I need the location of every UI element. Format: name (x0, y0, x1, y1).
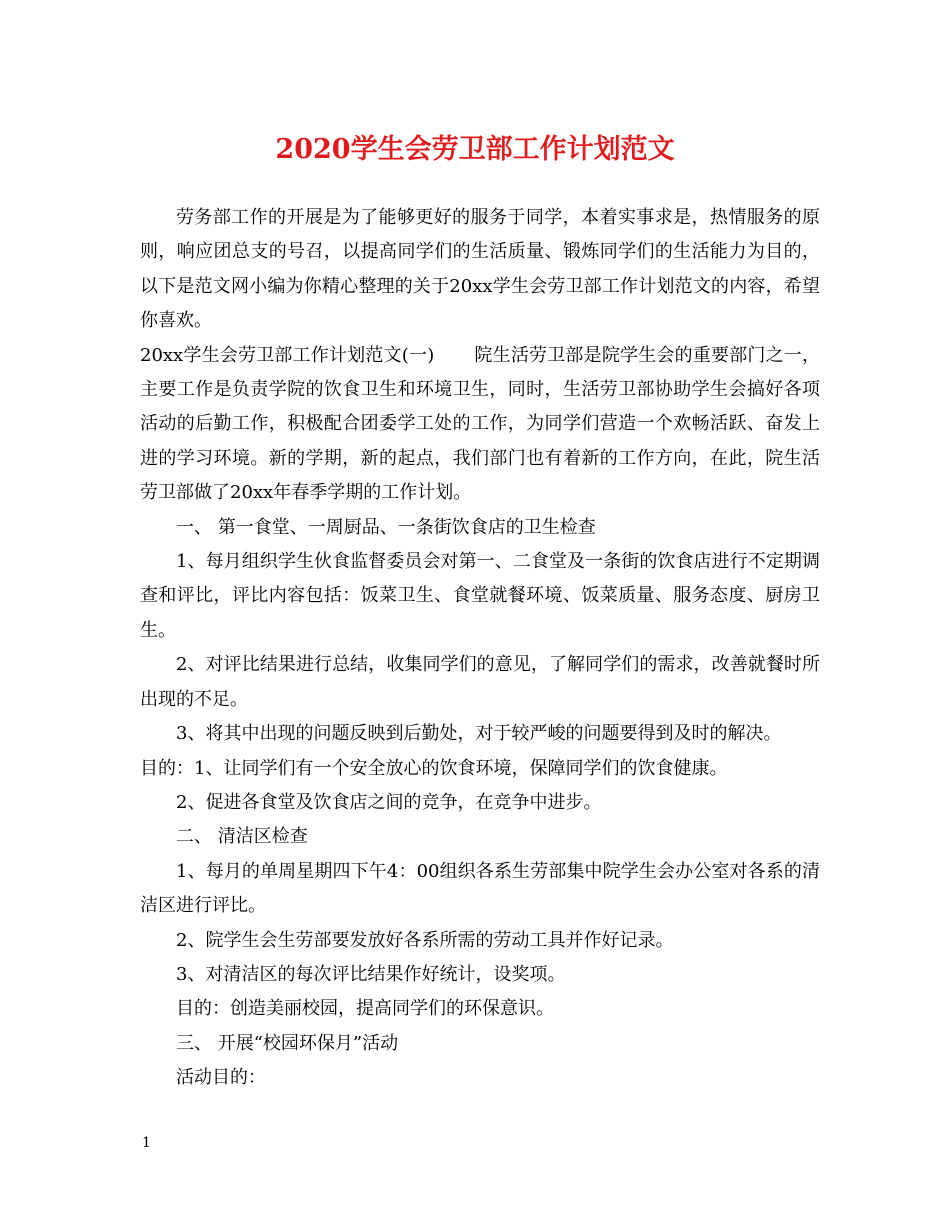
page-number: 1 (142, 1135, 151, 1151)
list-item: 1、每月的单周星期四下午4：00组织各系生劳部集中院学生会办公室对各系的清洁区进行评比。 (140, 860, 820, 917)
list-item: 3、对清洁区的每次评比结果作好统计，设奖项。 (176, 963, 566, 985)
section-heading-three: 三、 开展“校园环保月”活动 (176, 1032, 399, 1054)
list-item: 1、每月组织学生伙食监督委员会对第一、二食堂及一条街的饮食店进行不定期调查和评比，评比内容包括：饭菜卫生、食堂就餐环境、饭菜质量、服务态度、厨房卫生。 (140, 551, 820, 641)
list-item: 3、将其中出现的问题反映到后勤处，对于较严峻的问题要得到及时的解决。 (176, 723, 782, 745)
list-item: 2、对评比结果进行总结，收集同学们的意见，了解同学们的需求，改善就餐时所出现的不足。 (140, 654, 820, 710)
list-item: 2、院学生会生劳部要发放好各系所需的劳动工具并作好记录。 (176, 929, 674, 951)
purpose-text: 目的：1、让同学们有一个安全放心的饮食环境，保障同学们的饮食健康。 (140, 757, 728, 779)
sample-body: 院生活劳卫部是院学生会的重要部门之一，主要工作是负责学院的饮食卫生和环境卫生，同时，生活劳卫部协助学生会搞好各项活动的后勤工作，积极配合团委学工处的工作，为同学们营造一个欢畅活跃、奋发上进的学习环境。新的学期，新的起点，我们部门也有着新的工作方向，在此，院生活劳卫部做了20xx年春季学期的工作计划。 (140, 344, 820, 504)
sample-heading: 20xx学生会劳卫部工作计划范文(一) (140, 344, 435, 366)
document-body (140, 201, 820, 1096)
section-paragraph (140, 339, 820, 511)
list-item: 2、促进各食堂及饮食店之间的竞争，在竞争中进步。 (176, 791, 602, 813)
intro-paragraph: 劳务部工作的开展是为了能够更好的服务于同学，本着实事求是，热情服务的原则，响应团总支的号召，以提高同学们的生活质量、锻炼同学们的生活能力为目的，以下是范文网小编为你精心整理的关于20xx学生会劳卫部工作计划范文的内容，希望你喜欢。 (140, 207, 820, 332)
document-title: 2020学生会劳卫部工作计划范文 (275, 134, 675, 165)
activity-purpose-label: 活动目的： (176, 1067, 266, 1089)
section-heading-one: 一、 第一食堂、一周厨品、一条街饮食店的卫生检查 (176, 516, 596, 538)
purpose-text: 目的：创造美丽校园，提高同学们的环保意识。 (176, 998, 554, 1020)
section-heading-two: 二、 清洁区检查 (176, 826, 308, 848)
